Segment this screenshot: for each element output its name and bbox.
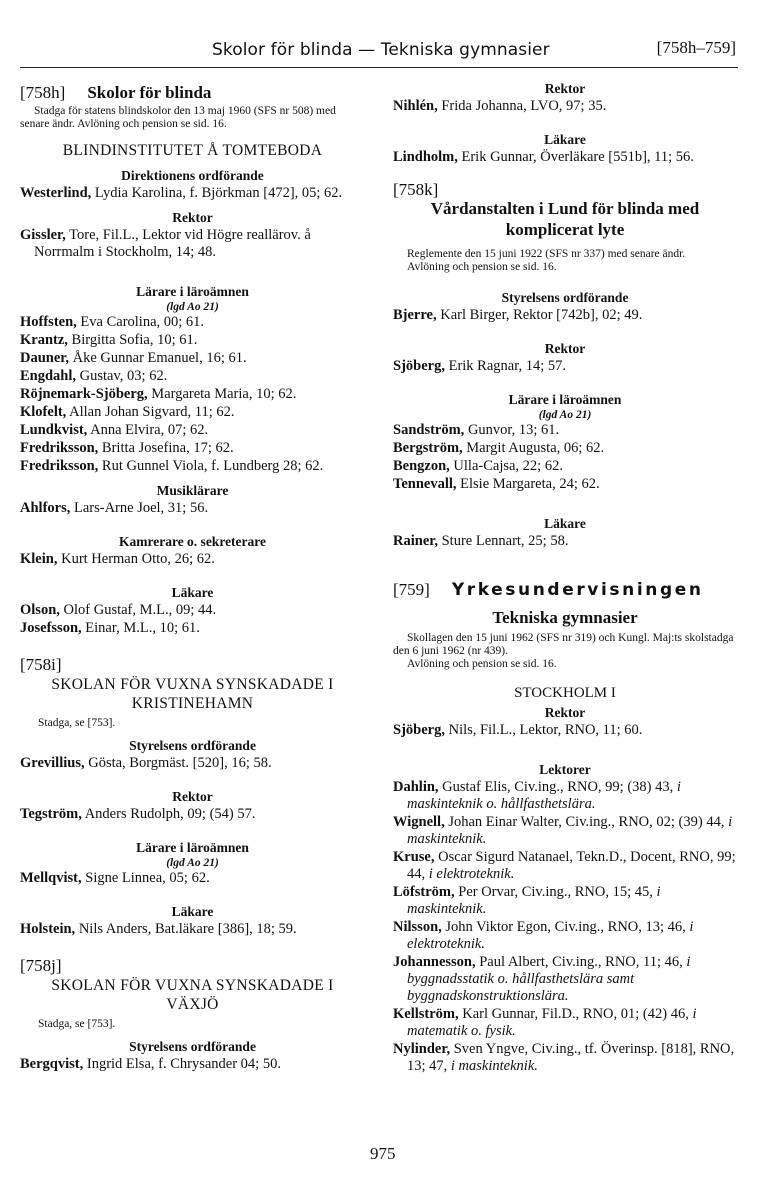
role-note: (lgd Ao 21) bbox=[538, 409, 592, 421]
person-entry: Nihlén, Frida Johanna, LVO, 97; 35. bbox=[393, 98, 607, 114]
list-item: Nylinder, Sven Yngve, Civ.ing., tf. Överinsp. [818], RNO, 13; 47, i maskinteknik. bbox=[393, 1041, 735, 1074]
person-entry: Lindholm, Erik Gunnar, Överläkare [551b], 11; 56. bbox=[393, 149, 694, 165]
list-item: Tennevall, Elsie Margareta, 24; 62. bbox=[393, 476, 600, 492]
role-heading: Lektorer bbox=[539, 762, 591, 777]
subsection-title: Tekniska gymnasier bbox=[492, 608, 638, 627]
school-title: STOCKHOLM I bbox=[514, 685, 616, 701]
section-number: [758i] bbox=[20, 655, 62, 674]
role-heading: Läkare bbox=[544, 516, 586, 531]
person-entry: Ahlfors, Lars-Arne Joel, 31; 56. bbox=[20, 500, 209, 516]
list-item: Wignell, Johan Einar Walter, Civ.ing., RNO, 02; (39) 44, i maskinteknik. bbox=[393, 814, 733, 847]
institution-title: BLINDINSTITUTET Å TOMTEBODA bbox=[62, 142, 323, 159]
list-item: Dahlin, Gustaf Elis, Civ.ing., RNO, 99; (38) 43, i maskinteknik o. hållfasthetslära. bbox=[393, 779, 681, 812]
lector-list bbox=[393, 779, 737, 1075]
list-item: Bergström, Margit Augusta, 06; 62. bbox=[393, 440, 605, 456]
role-heading: Lärare i läroämnen bbox=[508, 392, 622, 407]
role-heading: Styrelsens ordförande bbox=[501, 290, 629, 305]
section-number: [758j] bbox=[20, 956, 62, 975]
role-heading: Rektor bbox=[172, 789, 213, 804]
person-entry: Holstein, Nils Anders, Bat.läkare [386], 18; 59. bbox=[20, 921, 297, 937]
person-entry: Sjöberg, Nils, Fil.L., Lektor, RNO, 11; 60. bbox=[393, 722, 643, 738]
role-heading: Läkare bbox=[171, 904, 214, 919]
list-item: Lundkvist, Anna Elvira, 07; 62. bbox=[20, 422, 209, 438]
section-number: [758k] bbox=[393, 180, 439, 199]
section-note: Avlöning och pension se sid. 16. bbox=[407, 261, 557, 273]
person-entry: Westerlind, Lydia Karolina, f. Björkman [472], 05; 62. bbox=[20, 185, 343, 201]
list-item: Engdahl, Gustav, 03; 62. bbox=[20, 368, 168, 384]
role-heading: Rektor bbox=[544, 705, 586, 720]
list-item: Bengzon, Ulla-Cajsa, 22; 62. bbox=[393, 458, 563, 474]
person-entry: Mellqvist, Signe Linnea, 05; 62. bbox=[20, 870, 210, 886]
section-note: Avlöning och pension se sid. 16. bbox=[407, 658, 557, 670]
role-heading: Styrelsens ordförande bbox=[129, 738, 256, 753]
header-rule bbox=[20, 67, 738, 68]
institution-title: SKOLAN FÖR VUXNA SYNSKADADE I KRISTINEHAMN bbox=[51, 676, 334, 712]
role-note: (lgd Ao 21) bbox=[166, 301, 219, 313]
institution-title: SKOLAN FÖR VUXNA SYNSKADADE I VÄXJÖ bbox=[51, 977, 334, 1013]
running-header bbox=[0, 40, 776, 64]
section-note: Skollagen den 15 juni 1962 (SFS nr 319) och Kungl. Maj:ts skolstadga den 6 juni 1962 (nr 439). bbox=[393, 632, 734, 657]
person-entry: Klein, Kurt Herman Otto, 26; 62. bbox=[20, 551, 215, 567]
person-entry: Rainer, Sture Lennart, 25; 58. bbox=[393, 533, 569, 549]
role-note: (lgd Ao 21) bbox=[166, 857, 219, 869]
section-758h-heading bbox=[20, 84, 365, 101]
section-title: Vårdanstalten i Lund för blinda med komplicerat lyte bbox=[430, 199, 700, 239]
list-item: Sandström, Gunvor, 13; 61. bbox=[393, 422, 560, 438]
person-entry: Bergqvist, Ingrid Elsa, f. Chrysander 04; 50. bbox=[20, 1056, 281, 1072]
role-heading: Musiklärare bbox=[156, 483, 229, 498]
section-range: [758h–759] bbox=[656, 38, 736, 57]
list-item: Kellström, Karl Gunnar, Fil.D., RNO, 01; (42) 46, i matematik o. fysik. bbox=[393, 1006, 697, 1039]
list-item: Fredriksson, Britta Josefina, 17; 62. bbox=[20, 440, 234, 456]
list-item: Johannesson, Paul Albert, Civ.ing., RNO, 11; 46, i byggnadsstatik o. hållfasthetslära samt byggnadskonstruktionslära. bbox=[393, 954, 691, 1004]
section-note: Reglemente den 15 juni 1922 (SFS nr 337) med senare ändr. bbox=[407, 248, 686, 260]
list-item: Röjnemark-Sjöberg, Margareta Maria, 10; 62. bbox=[20, 386, 297, 402]
role-heading: Läkare bbox=[544, 132, 586, 147]
person-entry: Sjöberg, Erik Ragnar, 14; 57. bbox=[393, 358, 567, 374]
right-column bbox=[393, 76, 737, 1076]
role-heading: Lärare i läroämnen bbox=[136, 840, 249, 855]
teacher-list bbox=[20, 314, 365, 475]
section-759-heading bbox=[393, 581, 737, 599]
role-heading: Styrelsens ordförande bbox=[129, 1039, 256, 1054]
role-heading: Rektor bbox=[172, 210, 213, 225]
left-column bbox=[20, 76, 365, 1074]
list-item: Fredriksson, Rut Gunnel Viola, f. Lundberg 28; 62. bbox=[20, 458, 324, 474]
section-note: Stadga för statens blindskolor den 13 maj 1960 (SFS nr 508) med senare ändr. Avlöning och pension se sid. 16. bbox=[20, 105, 336, 130]
person-entry: Bjerre, Karl Birger, Rektor [742b], 02; 49. bbox=[393, 307, 643, 323]
list-item: Klofelt, Allan Johan Sigvard, 11; 62. bbox=[20, 404, 235, 420]
role-heading: Direktionens ordförande bbox=[121, 168, 264, 183]
list-item: Löfström, Per Orvar, Civ.ing., RNO, 15; 45, i maskinteknik. bbox=[393, 884, 661, 917]
list-item: Dauner, Åke Gunnar Emanuel, 16; 61. bbox=[20, 350, 247, 366]
list-item: Olson, Olof Gustaf, M.L., 09; 44. bbox=[20, 602, 217, 618]
section-title: Yrkesundervisningen bbox=[451, 580, 704, 600]
list-item: Nilsson, John Viktor Egon, Civ.ing., RNO, 13; 46, i elektroteknik. bbox=[393, 919, 694, 952]
section-note: Stadga, se [753]. bbox=[38, 717, 116, 729]
person-entry: Tegström, Anders Rudolph, 09; (54) 57. bbox=[20, 806, 256, 822]
person-entry: Grevillius, Gösta, Borgmäst. [520], 16; 58. bbox=[20, 755, 272, 771]
running-title: Skolor för blinda — Tekniska gymnasier bbox=[212, 40, 550, 60]
role-heading: Kamrerare o. sekreterare bbox=[118, 534, 267, 549]
role-heading: Rektor bbox=[544, 341, 586, 356]
list-item: Hoffsten, Eva Carolina, 00; 61. bbox=[20, 314, 205, 330]
list-item: Krantz, Birgitta Sofia, 10; 61. bbox=[20, 332, 198, 348]
person-entry: Gissler, Tore, Fil.L., Lektor vid Högre reallärov. å Norrmalm i Stockholm, 14; 48. bbox=[20, 227, 311, 260]
list-item: Josefsson, Einar, M.L., 10; 61. bbox=[20, 620, 200, 636]
section-title: Skolor för blinda bbox=[87, 83, 212, 102]
page-number: 975 bbox=[370, 1144, 396, 1163]
list-item: Kruse, Oscar Sigurd Natanael, Tekn.D., Docent, RNO, 99; 44, i elektroteknik. bbox=[393, 849, 736, 882]
role-heading: Rektor bbox=[544, 81, 586, 96]
section-note: Stadga, se [753]. bbox=[38, 1018, 116, 1030]
section-number: [759] bbox=[393, 580, 430, 599]
section-number: [758h] bbox=[20, 83, 66, 102]
role-heading: Läkare bbox=[171, 585, 214, 600]
role-heading: Lärare i läroämnen bbox=[136, 284, 249, 299]
